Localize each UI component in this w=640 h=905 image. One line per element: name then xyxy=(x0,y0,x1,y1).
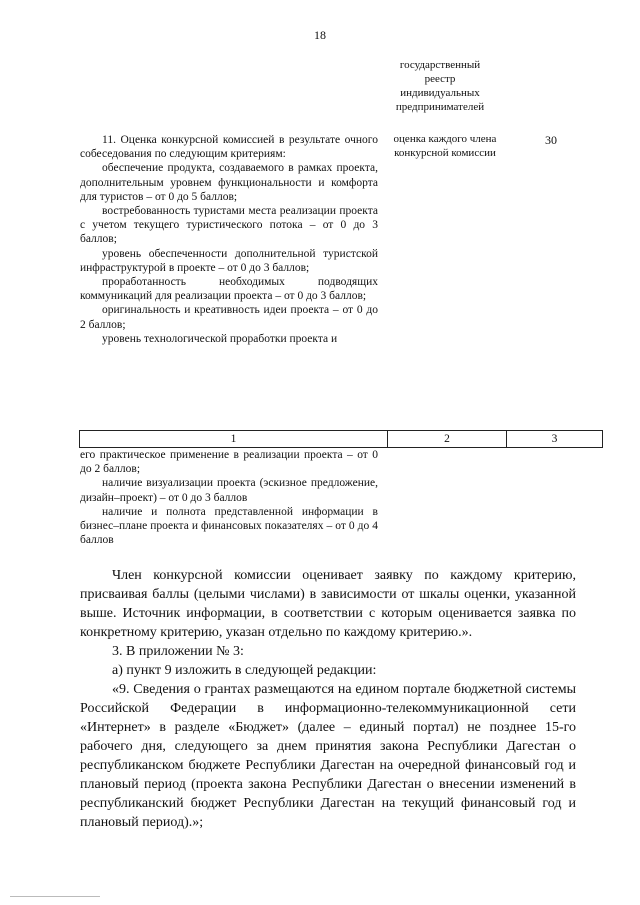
registry-line: реестр xyxy=(424,73,456,85)
criterion-item: востребованность туристами места реализации проекта с учетом текущего туристического потока – от 0 до 3 баллов; xyxy=(80,205,378,246)
criterion-item: проработанность необходимых подводящих коммуникаций для реализации проекта – от 0 до 3 баллов; xyxy=(80,276,378,303)
criterion-item: наличие и полнота представленной информации в бизнес–плане проекта и финансовых показателях – от 0 до 4 баллов xyxy=(80,505,378,547)
registry-cell xyxy=(380,58,500,114)
registry-line: государственный xyxy=(399,59,481,71)
header-col-1: 1 xyxy=(230,433,237,445)
paragraph: Член конкурсной комиссии оценивает заявку по каждому критерию, присваивая баллы (целыми числами) в зависимости от шкалы оценки, указанной выше. Источник информации, в соответствии с которым оценивается заявка по конкретному критерию, указан отдельно по каждому критерию.». xyxy=(80,568,576,640)
info-source-cell: оценка каждого члена конкурсной комиссии xyxy=(393,133,497,159)
criterion-heading: 11. Оценка конкурсной комиссией в результате очного собеседования по следующим критериям: xyxy=(80,134,378,161)
criterion-item: уровень обеспеченности дополнительной туристской инфраструктурой в проекте – от 0 до 3 баллов; xyxy=(80,247,378,274)
criterion-item: его практическое применение в реализации проекта – от 0 до 2 баллов; xyxy=(80,449,378,476)
max-score-cell: 30 xyxy=(545,133,557,147)
paragraph: «9. Сведения о грантах размещаются на едином портале бюджетной системы Российской Федерации в информационно-телекоммуникационной сети «Интернет» в разделе «Бюджет» (далее – единый портал) не позднее 15-го рабочего дня, следующего за днем принятия закона Республики Дагестан о республиканском бюджете Республики Дагестан на очередной финансовый год и плановый период (проекта закона Республики Дагестан о внесении изменений в республиканский бюджет Республики Дагестан на текущий финансовый год и плановый период).»; xyxy=(80,682,576,830)
registry-line: предпринимателей xyxy=(395,101,485,113)
body-text xyxy=(80,566,576,832)
criterion-item: уровень технологической проработки проекта и xyxy=(102,332,338,345)
criterion-cell-part1 xyxy=(80,133,378,346)
registry-line: индивидуальных xyxy=(400,87,480,99)
footer-rule xyxy=(10,896,100,897)
criterion-item: оригинальность и креативность идеи проекта – от 0 до 2 баллов; xyxy=(80,304,378,331)
criterion-cell-part2 xyxy=(80,448,378,547)
paragraph: 3. В приложении № 3: xyxy=(112,644,244,659)
paragraph: а) пункт 9 изложить в следующей редакции: xyxy=(112,663,377,678)
table-header-row xyxy=(79,430,603,448)
page-number: 18 xyxy=(314,28,326,42)
header-col-3: 3 xyxy=(506,431,602,447)
criterion-item: обеспечение продукта, создаваемого в рамках проекта, дополнительным уровнем функциональности и комфорта для туристов – от 0 до 5 баллов; xyxy=(80,162,378,203)
criterion-item: наличие визуализации проекта (эскизное предложение, дизайн–проект) – от 0 до 3 баллов xyxy=(80,477,378,504)
header-col-2: 2 xyxy=(387,431,506,447)
